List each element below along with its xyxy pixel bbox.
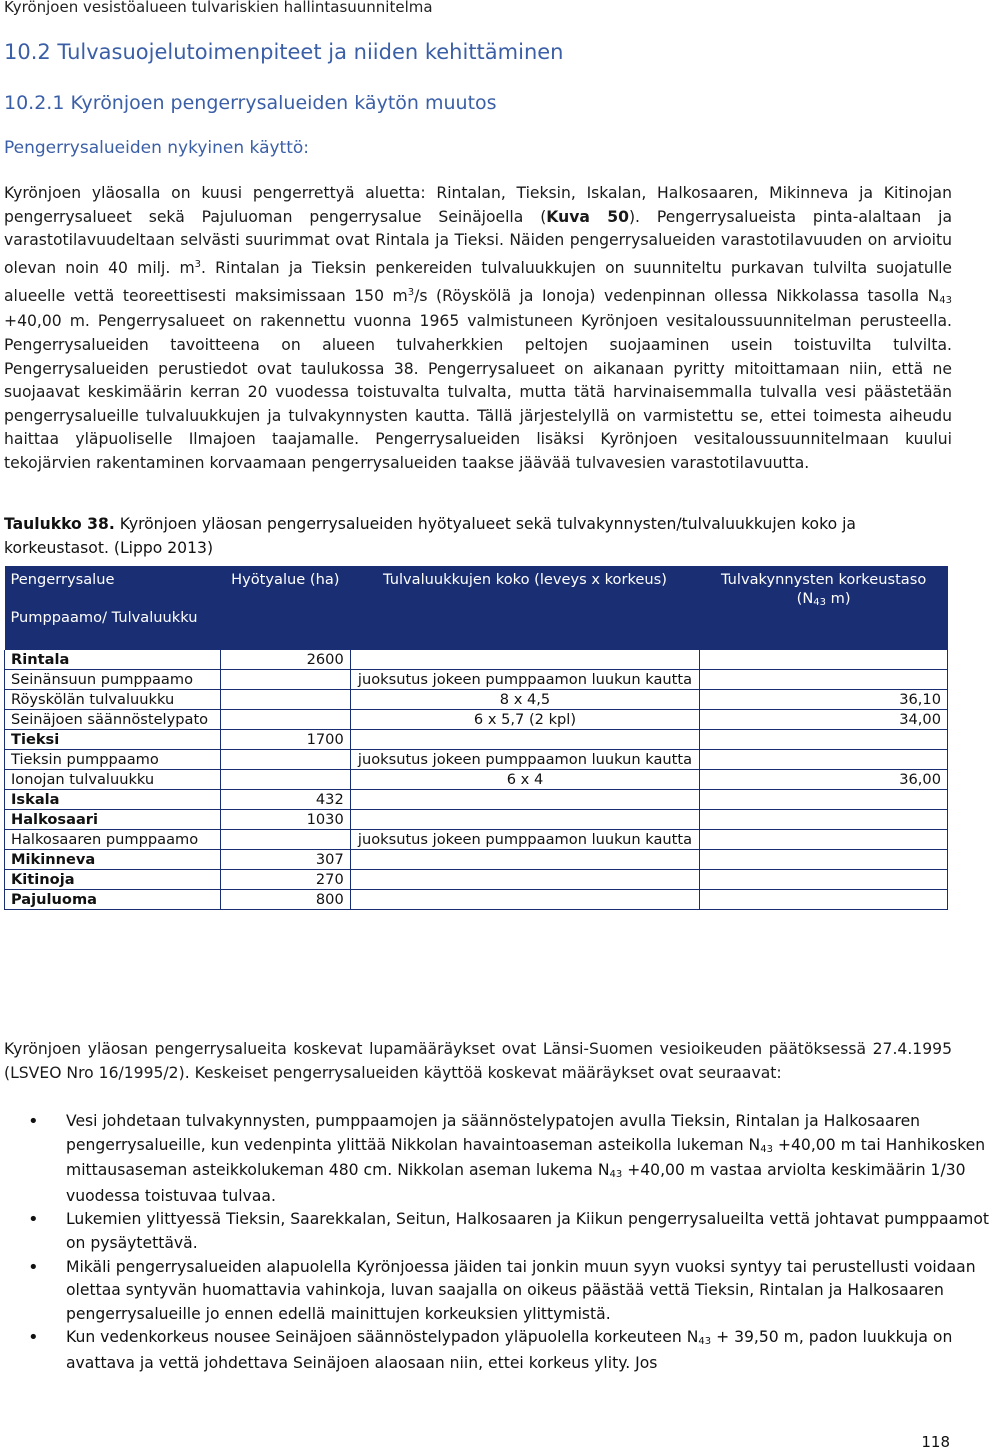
embankment-table <box>4 566 948 910</box>
cell-hatch-size <box>350 850 700 870</box>
table-caption-label: Taulukko 38. <box>4 515 115 533</box>
cell-name: Mikinneva <box>5 850 221 870</box>
cell-hatch-size: juoksutus jokeen pumppaamon luukun kautta <box>350 830 700 850</box>
cell-name: Tieksi <box>5 730 221 750</box>
cell-threshold-level <box>700 650 948 670</box>
cell-hatch-size: juoksutus jokeen pumppaamon luukun kautta <box>350 750 700 770</box>
cell-threshold-level <box>700 790 948 810</box>
paragraph-permits: Kyrönjoen yläosan pengerrysalueita koskevat lupamääräykset ovat Länsi-Suomen vesioikeuden päätöksessä 27.4.1995 (LSVEO Nro 16/1995/2). Keskeiset pengerrysalueiden käyttöä koskevat määräykset ovat seuraavat: <box>4 1040 952 1082</box>
cell-area: 1030 <box>220 810 350 830</box>
table-header-row <box>5 566 948 650</box>
table-row <box>5 690 948 710</box>
table-caption <box>4 513 952 560</box>
cell-hatch-size: juoksutus jokeen pumppaamon luukun kautta <box>350 670 700 690</box>
cell-area <box>220 770 350 790</box>
cell-area <box>220 750 350 770</box>
cell-name: Röyskölän tulvaluukku <box>5 690 221 710</box>
table-row <box>5 850 948 870</box>
cell-hatch-size: 6 x 5,7 (2 kpl) <box>350 710 700 730</box>
cell-name: Halkosaaren pumppaamo <box>5 830 221 850</box>
cell-area <box>220 670 350 690</box>
table-row <box>5 770 948 790</box>
cell-threshold-level <box>700 870 948 890</box>
cell-area: 307 <box>220 850 350 870</box>
header-useful-area: Hyötyalue (ha) <box>220 566 350 650</box>
cell-name: Seinänsuun pumppaamo <box>5 670 221 690</box>
table-row <box>5 670 948 690</box>
subsection-heading: 10.2.1 Kyrönjoen pengerrysalueiden käytön muutos <box>4 92 497 114</box>
running-header: Kyrönjoen vesistöalueen tulvariskien hallintasuunnitelma <box>4 0 433 16</box>
cell-hatch-size <box>350 870 700 890</box>
section-heading: 10.2 Tulvasuojelutoimenpiteet ja niiden kehittäminen <box>4 40 564 64</box>
cell-hatch-size <box>350 650 700 670</box>
cell-name: Kitinoja <box>5 870 221 890</box>
cell-threshold-level <box>700 810 948 830</box>
cell-name: Pajuluoma <box>5 890 221 910</box>
cell-name: Iskala <box>5 790 221 810</box>
header-area: Pengerrysalue Pumppaamo/ Tulvaluukku <box>5 566 221 650</box>
header-threshold-level: Tulvakynnysten korkeustaso ($N_{43}$ m) <box>700 566 948 650</box>
cell-hatch-size <box>350 730 700 750</box>
cell-hatch-size: 8 x 4,5 <box>350 690 700 710</box>
cell-name: Rintala <box>5 650 221 670</box>
table-row <box>5 830 948 850</box>
list-item: • Kun vedenkorkeus nousee Seinäjoen säännöstelypadon yläpuolella korkeuteen $N_{43} + 39,50$ m, padon luukkuja on avattava ja vettä johdettava Seinäjoen alaosaan niin, ettei korkeus ylity. Jos <box>66 1326 996 1375</box>
paragraph-intro: Kyrönjoen yläosalla on kuusi pengerrettyä aluetta: Rintalan, Tieksin, Iskalan, Halkosaaren, Mikinneva ja Kitinojan pengerrysalueet sekä Pajuluoman pengerrysalue Seinäjoella (Kuva 50). Pengerrysalueista pinta-alaltaan ja varastotilavuudeltaan selvästi suurimmat ovat Rintala ja Tieksi. Näiden pengerrysalueiden varastotilavuuden on arvioitu olevan noin 40 milj. $m^3$. Rintalan ja Tieksin penkereiden tulvaluukkujen on suunniteltu purkavan tulvilta suojatulle alueelle vettä teoreettisesti maksimissaan 150 $m^3/s$ (Röyskölä ja Ionoja) vedenpinnan ollessa Nikkolassa tasolla $N_{43} +40,00$ m. Pengerrysalueet on rakennettu vuonna 1965 valmistuneen Kyrönjoen vesitaloussuunnitelman perusteella. Pengerrysalueiden tavoitteena on alueen tulvaherkkien peltojen suojaaminen usein toistuvilta tulvilta. Pengerrysalueiden perustiedot ovat taulukossa 38. Pengerrysalueet on aikanaan pyritty mitoittamaan niin, että ne suojaavat keskimäärin kerran 20 vuodessa toistuvalta tulvalta, mutta tätä harvinaisemmalla tulvalla vesi päästetään pengerrysalueille tulvaluukkujen ja tulvakynnysten kautta. Tällä järjestelyllä on varmistettu se, ettei toimesta aiheudu haittaa yläpuoliselle Ilmajoen taajamalle. Pengerrysalueiden lisäksi Kyrönjoen vesitaloussuunnitelmaan kuului tekojärvien rakentaminen korvaamaan pengerrysalueiden taakse jäävää tulvavesien varastotilavuutta. <box>4 184 952 472</box>
cell-threshold-level <box>700 750 948 770</box>
table-row <box>5 790 948 810</box>
cell-threshold-level <box>700 730 948 750</box>
cell-hatch-size: 6 x 4 <box>350 770 700 790</box>
figure-reference: Kuva 50 <box>546 207 629 226</box>
table-row <box>5 890 948 910</box>
cell-area <box>220 830 350 850</box>
cell-area: 432 <box>220 790 350 810</box>
cell-hatch-size <box>350 810 700 830</box>
cell-threshold-level <box>700 850 948 870</box>
table-row <box>5 750 948 770</box>
cell-name: Halkosaari <box>5 810 221 830</box>
cell-area <box>220 690 350 710</box>
table-row <box>5 650 948 670</box>
cell-name: Tieksin pumppaamo <box>5 750 221 770</box>
cell-threshold-level <box>700 890 948 910</box>
table-row <box>5 710 948 730</box>
cell-threshold-level <box>700 670 948 690</box>
cell-name: Seinäjoen säännöstelypato <box>5 710 221 730</box>
list-item: • Vesi johdetaan tulvakynnysten, pumppaamojen ja säännöstelypatojen avulla Tieksin, Rintalan ja Halkosaaren pengerrysalueille, kun vedenpinta ylittää Nikkolan havaintoaseman asteikolla lukeman $N_{43} +40,00$ m tai Hanhikosken mittausaseman asteikkolukeman 480 cm. Nikkolan aseman lukema $N_{43} +40,00$ m vastaa arviolta keskimäärin 1/30 vuodessa toistuvaa tulvaa. <box>66 1110 996 1208</box>
table-row <box>5 730 948 750</box>
table-row <box>5 810 948 830</box>
page-number: 118 <box>921 1433 950 1451</box>
regulation-list <box>0 1110 996 1376</box>
cell-area: 800 <box>220 890 350 910</box>
cell-area <box>220 710 350 730</box>
cell-threshold-level: 36,10 <box>700 690 948 710</box>
cell-threshold-level: 36,00 <box>700 770 948 790</box>
cell-area: 270 <box>220 870 350 890</box>
cell-hatch-size <box>350 890 700 910</box>
header-hatch-size: Tulvaluukkujen koko (leveys x korkeus) <box>350 566 700 650</box>
cell-area: 1700 <box>220 730 350 750</box>
cell-area: 2600 <box>220 650 350 670</box>
table-row <box>5 870 948 890</box>
table-caption-text: Kyrönjoen yläosan pengerrysalueiden hyötyalueet sekä tulvakynnysten/tulvaluukkujen koko ja korkeustasot. (Lippo 2013) <box>4 515 856 557</box>
cell-name: Ionojan tulvaluukku <box>5 770 221 790</box>
list-item: • Lukemien ylittyessä Tieksin, Saarekkalan, Seitun, Halkosaaren ja Kiikun pengerrysalueilta vettä johtavat pumppaamot on pysäytettävä. <box>66 1208 996 1255</box>
subheading-current-use: Pengerrysalueiden nykyinen käyttö: <box>4 138 310 158</box>
cell-hatch-size <box>350 790 700 810</box>
cell-threshold-level <box>700 830 948 850</box>
list-item: • Mikäli pengerrysalueiden alapuolella Kyrönjoessa jäiden tai jonkin muun syyn vuoksi syntyy tai perustellusti voidaan olettaa syntyvän huomattavia vahinkoja, luvan saajalla on oikeus päästää vettä Tieksin, Rintalan ja Halkosaaren pengerrysalueille jo ennen edellä mainittujen korkeuksien ylittymistä. <box>66 1256 996 1327</box>
cell-threshold-level: 34,00 <box>700 710 948 730</box>
